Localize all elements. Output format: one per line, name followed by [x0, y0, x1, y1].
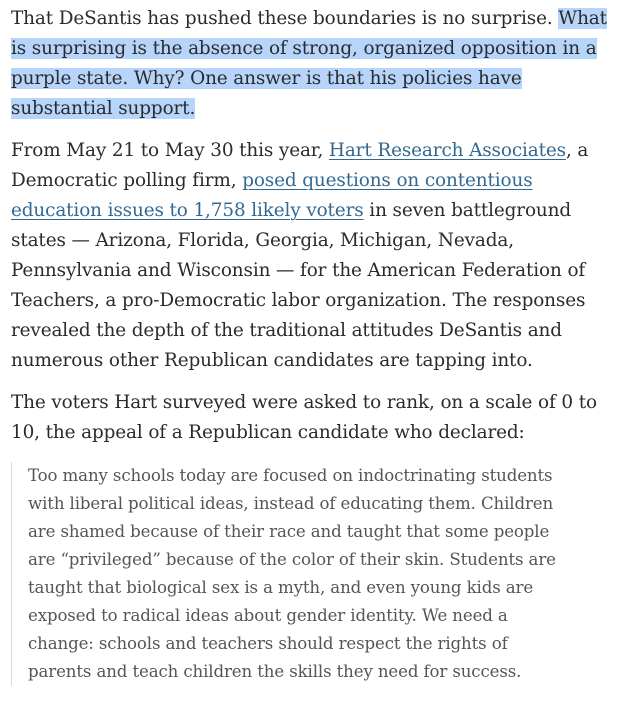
article-body: [11, 4, 616, 686]
candidate-quote-text: Too many schools today are focused on indoctrinating students with liberal political ideas, instead of educating them. Children are shamed because of their race and taught that some people are “privileged” because of the color of their skin. Students are taught that biological sex is a myth, and even young kids are exposed to radical ideas about gender identity. We need a change: schools and teachers should respect the rights of parents and teach children the skills they need for success.: [28, 466, 556, 681]
education-questions-link[interactable]: posed questions on contentious education issues to 1,758 likely voters: [11, 170, 533, 221]
candidate-quote: [11, 462, 558, 686]
paragraph-2-text-start: From May 21 to May 30 this year,: [11, 140, 329, 161]
hart-research-link[interactable]: Hart Research Associates: [328, 140, 566, 161]
paragraph-2: [11, 136, 616, 376]
selected-text-highlight[interactable]: What is surprising is the absence of strong, organized opposition in a purple state. Why? One answer is that his policies have substantial support.: [11, 8, 607, 119]
paragraph-2-text-middle: , a Democratic polling firm,: [11, 140, 589, 191]
paragraph-1: [11, 4, 616, 124]
paragraph-3: The voters Hart surveyed were asked to rank, on a scale of 0 to 10, the appeal of a Republican candidate who declared:: [11, 392, 597, 443]
paragraph-2-text-end: in seven battleground states — Arizona, Florida, Georgia, Michigan, Nevada, Pennsylvania and Wisconsin — for the American Federation of Teachers, a pro-Democratic labor organization. The responses revealed the depth of the traditional attitudes DeSantis and numerous other Republican candidates are tapping into.: [11, 200, 586, 371]
paragraph-1-text: That DeSantis has pushed these boundaries is no surprise.: [11, 8, 559, 29]
